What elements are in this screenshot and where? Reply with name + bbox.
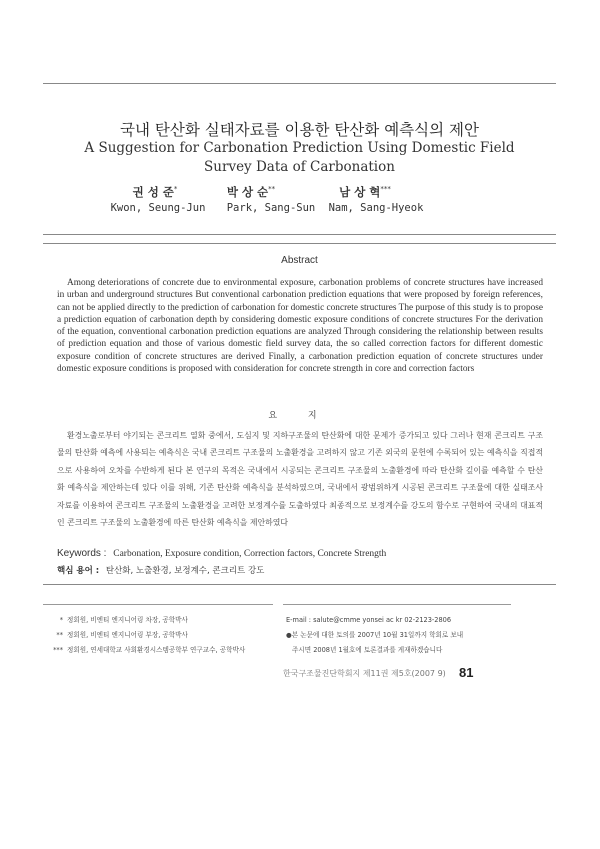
footnote-item: ** 정회원, 비엔티 엔지니어링 부장, 공학박사 bbox=[56, 631, 188, 639]
keywords-korean bbox=[57, 564, 264, 576]
paper-title-english-line2: Survey Data of Carbonation bbox=[204, 159, 395, 175]
keywords-english bbox=[57, 548, 386, 559]
author-3-korean: 남 상 혁*** bbox=[339, 185, 391, 199]
footnote-item: * 정회원, 비엔티 엔지니어링 차장, 공학박사 bbox=[59, 616, 188, 624]
keywords-english-values: Carbonation, Exposure condition, Correction factors, Concrete Strength bbox=[113, 549, 387, 559]
abstract-block bbox=[43, 243, 556, 585]
paper-title-english-line1: A Suggestion for Carbonation Prediction Using Domestic Field bbox=[84, 140, 515, 156]
journal-citation: 한국구조물진단학회지 제11권 제5호(2007 9) bbox=[283, 669, 446, 678]
discussion-note-line1: ●본 논문에 대한 토의를 2007년 10월 31일까지 학회로 보내 bbox=[286, 631, 464, 639]
contact-footnotes bbox=[286, 613, 556, 658]
paper-title-korean: 국내 탄산화 실태자료를 이용한 탄산화 예측식의 제안 bbox=[120, 121, 479, 139]
page-number: 81 bbox=[459, 665, 474, 680]
footnote-item: *** 정회원, 연세대학교 사회환경시스템공학부 연구교수, 공학박사 bbox=[53, 646, 246, 654]
abstract-heading: Abstract bbox=[281, 255, 318, 266]
footnote-divider-right bbox=[283, 604, 511, 605]
author-1-korean: 권 성 준* bbox=[132, 185, 178, 199]
keywords-korean-values: 탄산화, 노출환경, 보정계수, 콘크리트 강도 bbox=[105, 566, 265, 576]
keywords-english-label: Keywords : bbox=[57, 548, 107, 559]
author-2-english: Park, Sang-Sun bbox=[226, 202, 316, 214]
author-3-english: Nam, Sang-Hyeok bbox=[328, 202, 424, 214]
author-2-korean: 박 상 순** bbox=[226, 185, 276, 199]
keywords-korean-label: 핵심 용어 : bbox=[57, 566, 100, 576]
abstract-body: Among deteriorations of concrete due to environmental exposure, carbonation problems of concrete structures have increased in urban and underground structures But conventional carbonation prediction equations that were proposed by foreign references, can not be applied directly to the prediction of carbonation for domestic concrete structures The purpose of this study is to propose a prediction equation of carbonation depth by considering domestic exposure conditions of concrete structures For the derivation of the equation, conventional carbonation prediction equations are analyzed Through considering the relationship between results of prediction equation and those of various domestic field survey data, the so called correction factors for different domestic exposure condition of concrete structures are derived Finally, a carbonation prediction equation of concrete structures under domestic exposure conditions is proposed with consideration for concrete strength in core and correction factors bbox=[57, 278, 543, 375]
title-block bbox=[43, 83, 556, 235]
paper-title-english bbox=[43, 139, 556, 177]
korean-abstract-heading: 요 지 bbox=[268, 411, 331, 421]
korean-abstract-body: 환경노출로부터 야기되는 콘크리트 열화 중에서, 도심지 및 지하구조물의 탄산화에 대한 문제가 증가되고 있다 그러나 현재 콘크리트 구조물의 탄산화 예측에 사용되는 예측식은 국내 콘크리트 구조물의 노출환경을 고려하지 않고 기존 외국의 문헌에 수록되어 있는 예측식을 직접적으로 사용하여 오차를 수반하게 된다 본 연구의 목적은 국내에서 시공되는 콘크리트 구조물의 노출환경에 따라 탄산화 깊이를 예측할 수 탄산화 예측식을 제안하는데 있다 이를 위해, 기존 탄산화 예측식을 분석하였으며, 국내에서 광범위하게 시공된 콘크리트 구조물에 대한 실태조사자료를 이용하여 콘크리트 구조물의 노출환경을 고려한 보정계수를 도출하였다 최종적으로 보정계수를 강도의 함수로 구현하여 국내의 대표적인 콘크리트 구조물의 노출환경에 따른 탄산화 예측식을 제안하였다 bbox=[57, 431, 543, 528]
discussion-note-line2: 주시면 2008년 1월호에 토론결과를 게재하겠습니다 bbox=[292, 646, 443, 654]
author-affiliation-footnotes bbox=[45, 613, 280, 658]
author-1-english: Kwon, Seung-Jun bbox=[110, 202, 206, 214]
footnote-divider-left bbox=[43, 604, 273, 605]
contact-email: E-mail : salute@cmme yonsei ac kr 02-2123-2806 bbox=[286, 616, 452, 624]
